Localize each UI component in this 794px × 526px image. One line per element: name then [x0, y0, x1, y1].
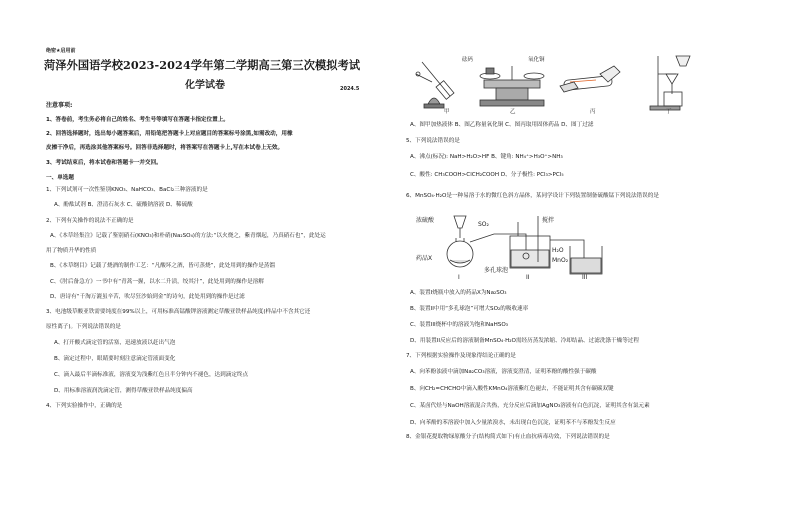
notice-item: 1、答卷前，考生务必将自己的姓名、考生号等填写在答题卡指定位置上。 [46, 117, 229, 123]
question-3-option: B、滴定过程中，眼睛要时刻注意滴定管液面变化 [54, 356, 176, 362]
question-1-stem: 1、下列试剂可一次性鉴别KNO₃、NaHCO₃、BaCl₂三种溶液的是 [46, 187, 208, 193]
question-3-line: 原性离子)。下列说法错误的是 [46, 324, 121, 330]
exam-date: 2024.5 [340, 86, 360, 92]
exam-title: 菏泽外国语学校2023-2024学年第二学期高三第三次模拟考试 [44, 58, 361, 72]
question-7-option: C、某卤代烃与NaOH溶液混合共热，充分反应后滴加AgNO₃溶液有白色沉淀，证明其含有氯元素 [410, 403, 650, 409]
question-7-option: D、向苯酚的苯溶液中加入少量浓溴水，未出现白色沉淀，证明苯不与苯酚发生反应 [410, 420, 616, 426]
app-label-so2: SO₂ [478, 221, 489, 228]
question-5-line: A、沸点(标况): NaH>H₂O>HF B、键角: NH₄⁺>H₃O⁺>NH₃ [410, 154, 563, 160]
app-label-i: I [458, 274, 460, 280]
question-6-stem: 6、MnSO₄·H₂O是一种易溶于水的微红色斜方晶体，某同学设计下列装置制备硫酸锰下列说法错误的是 [406, 193, 659, 199]
question-7-stem: 7、下列根据实验操作及现象得结论正确的是 [406, 353, 516, 359]
notice-heading: 注意事项: [46, 102, 73, 109]
figure-label-bing: 丙 [590, 109, 596, 114]
figure-ding-filtration [650, 56, 690, 110]
app-label-yaopin-x: 药品X [416, 255, 433, 262]
figure-word-fama: 砝码 [462, 57, 474, 63]
q6-apparatus-figure [414, 212, 744, 280]
app-label-mno2: MnO₂ [552, 257, 569, 264]
question-2-line: A、《本草经集注》记载了鉴别硝石(KNO₃)和朴硝(Na₂SO₄)的方法:“以火烧之，紫青烟起，乃真硝石也”，此处运 [50, 233, 326, 239]
question-5-stem: 5、下列说法错误的是 [406, 138, 460, 144]
app-label-jiaoban: 搅拌 [542, 217, 555, 224]
question-7-option: A、向苯酚浊液中滴加Na₂CO₃溶液，溶液变澄清，证明苯酚的酸性强于碳酸 [410, 369, 597, 375]
question-2-line: C、《肘后备急方》一书中有“青蒿一握，以水二升渍，绞其汁”，此处用到的操作是溶解 [50, 279, 264, 285]
figure-label-jia: 甲 [444, 109, 450, 114]
q4-apparatus-figure [414, 52, 744, 114]
figure-label-yi: 乙 [510, 109, 516, 114]
notice-item: 皮擦干净后，再选涂其他答案标号。回答非选择题时，将答案写在答题卡上,写在本试卷上无效。 [46, 145, 284, 151]
question-5-line: C、酸性: CH₃COOH>ClCH₂COOH D、分子极性: PCl₃>PCl₅ [410, 172, 564, 178]
figure-bing-solid [560, 66, 620, 92]
question-7-option: B、向CH₂=CHCHO中滴入酸性KMnO₄溶液紫红色褪去，不能证明其含有碳碳双键 [410, 386, 614, 392]
figure-yi-balance [480, 66, 544, 106]
notice-item: 3、考试结束后，将本试卷和答题卡一并交回。 [46, 160, 162, 166]
question-3-line: 3、电池级草酸亚铁需要纯度在99%以上，可用标准高锰酸钾溶液测定草酸亚铁样品纯度(样品中不含其它还 [46, 309, 311, 315]
figure-label-ding: 丁 [666, 109, 672, 114]
figure-jia-heating [416, 62, 454, 108]
question-6-option: B、装置II中用“多孔球泡”可增大SO₂的吸收速率 [410, 306, 529, 312]
question-8-stem: 8、金银花提取物绿原酸分子(结构简式如下)有止血抗病毒功效，下列说法错误的是 [406, 434, 610, 440]
app-label-h2o: H₂O [552, 247, 564, 254]
app-label-ii: II [526, 274, 530, 280]
question-3-option: C、滴入最后半滴标准液，溶液变为浅紫红色且半分钟内不褪色，达到滴定终点 [54, 372, 249, 378]
secret-label: 绝密★启用前 [46, 48, 76, 54]
question-2-line: 用了物质升华的性质 [46, 248, 97, 254]
question-2-stem: 2、下列有关操作的说法不正确的是 [46, 218, 134, 224]
question-6-option: C、装置III烧杯中的溶液为饱和NaHSO₃ [410, 322, 508, 328]
figure-word-yanghuatong: 氧化铜 [528, 57, 545, 63]
section-heading: 一、单选题 [46, 175, 74, 181]
question-2-line: B、《本草纲目》记载了烧酒的制作工艺：“凡酸坏之酒，皆可蒸烧”，此处用到的操作是蒸馏 [50, 263, 275, 269]
question-4-stem: 4、下列实验操作中，正确的是 [46, 403, 123, 409]
app-label-duokongqiupao: 多孔球泡 [484, 267, 509, 274]
notice-item: 2、回答选择题时，选出每小题答案后，用铅笔把答题卡上对应题目的答案标号涂黑,如需改动，用橡 [46, 131, 293, 137]
question-6-option: D、用装置II反应后的溶液制备MnSO₄·H₂O需经历蒸发浓缩、冷却结晶、过滤洗涤干燥等过程 [410, 338, 639, 344]
question-2-line: D、唐诗有“千淘万漉虽辛苦，吹尽狂沙始到金”的诗句，此处用到的操作是过滤 [50, 294, 245, 300]
question-3-option: A、打开酸式滴定管的活塞，迅速放液以赶出气泡 [54, 340, 176, 346]
exam-subject: 化学试卷 [185, 80, 225, 91]
question-1-options: A、酚酞试剂 B、澄清石灰水 C、硫酸钠溶液 D、稀硫酸 [54, 202, 193, 208]
app-label-iii: III [582, 274, 588, 280]
question-4-options: A、图甲加热液体 B、图乙称量氧化铜 C、图丙取用固体药品 D、图丁过滤 [410, 122, 594, 128]
app-label-nongliusuan: 浓硫酸 [416, 217, 435, 224]
question-3-option: D、用标准溶液润洗滴定管，测得草酸亚铁样品纯度偏高 [54, 388, 193, 394]
question-6-option: A、装置I烧瓶中放入的药品X为Na₂SO₃ [410, 290, 507, 296]
